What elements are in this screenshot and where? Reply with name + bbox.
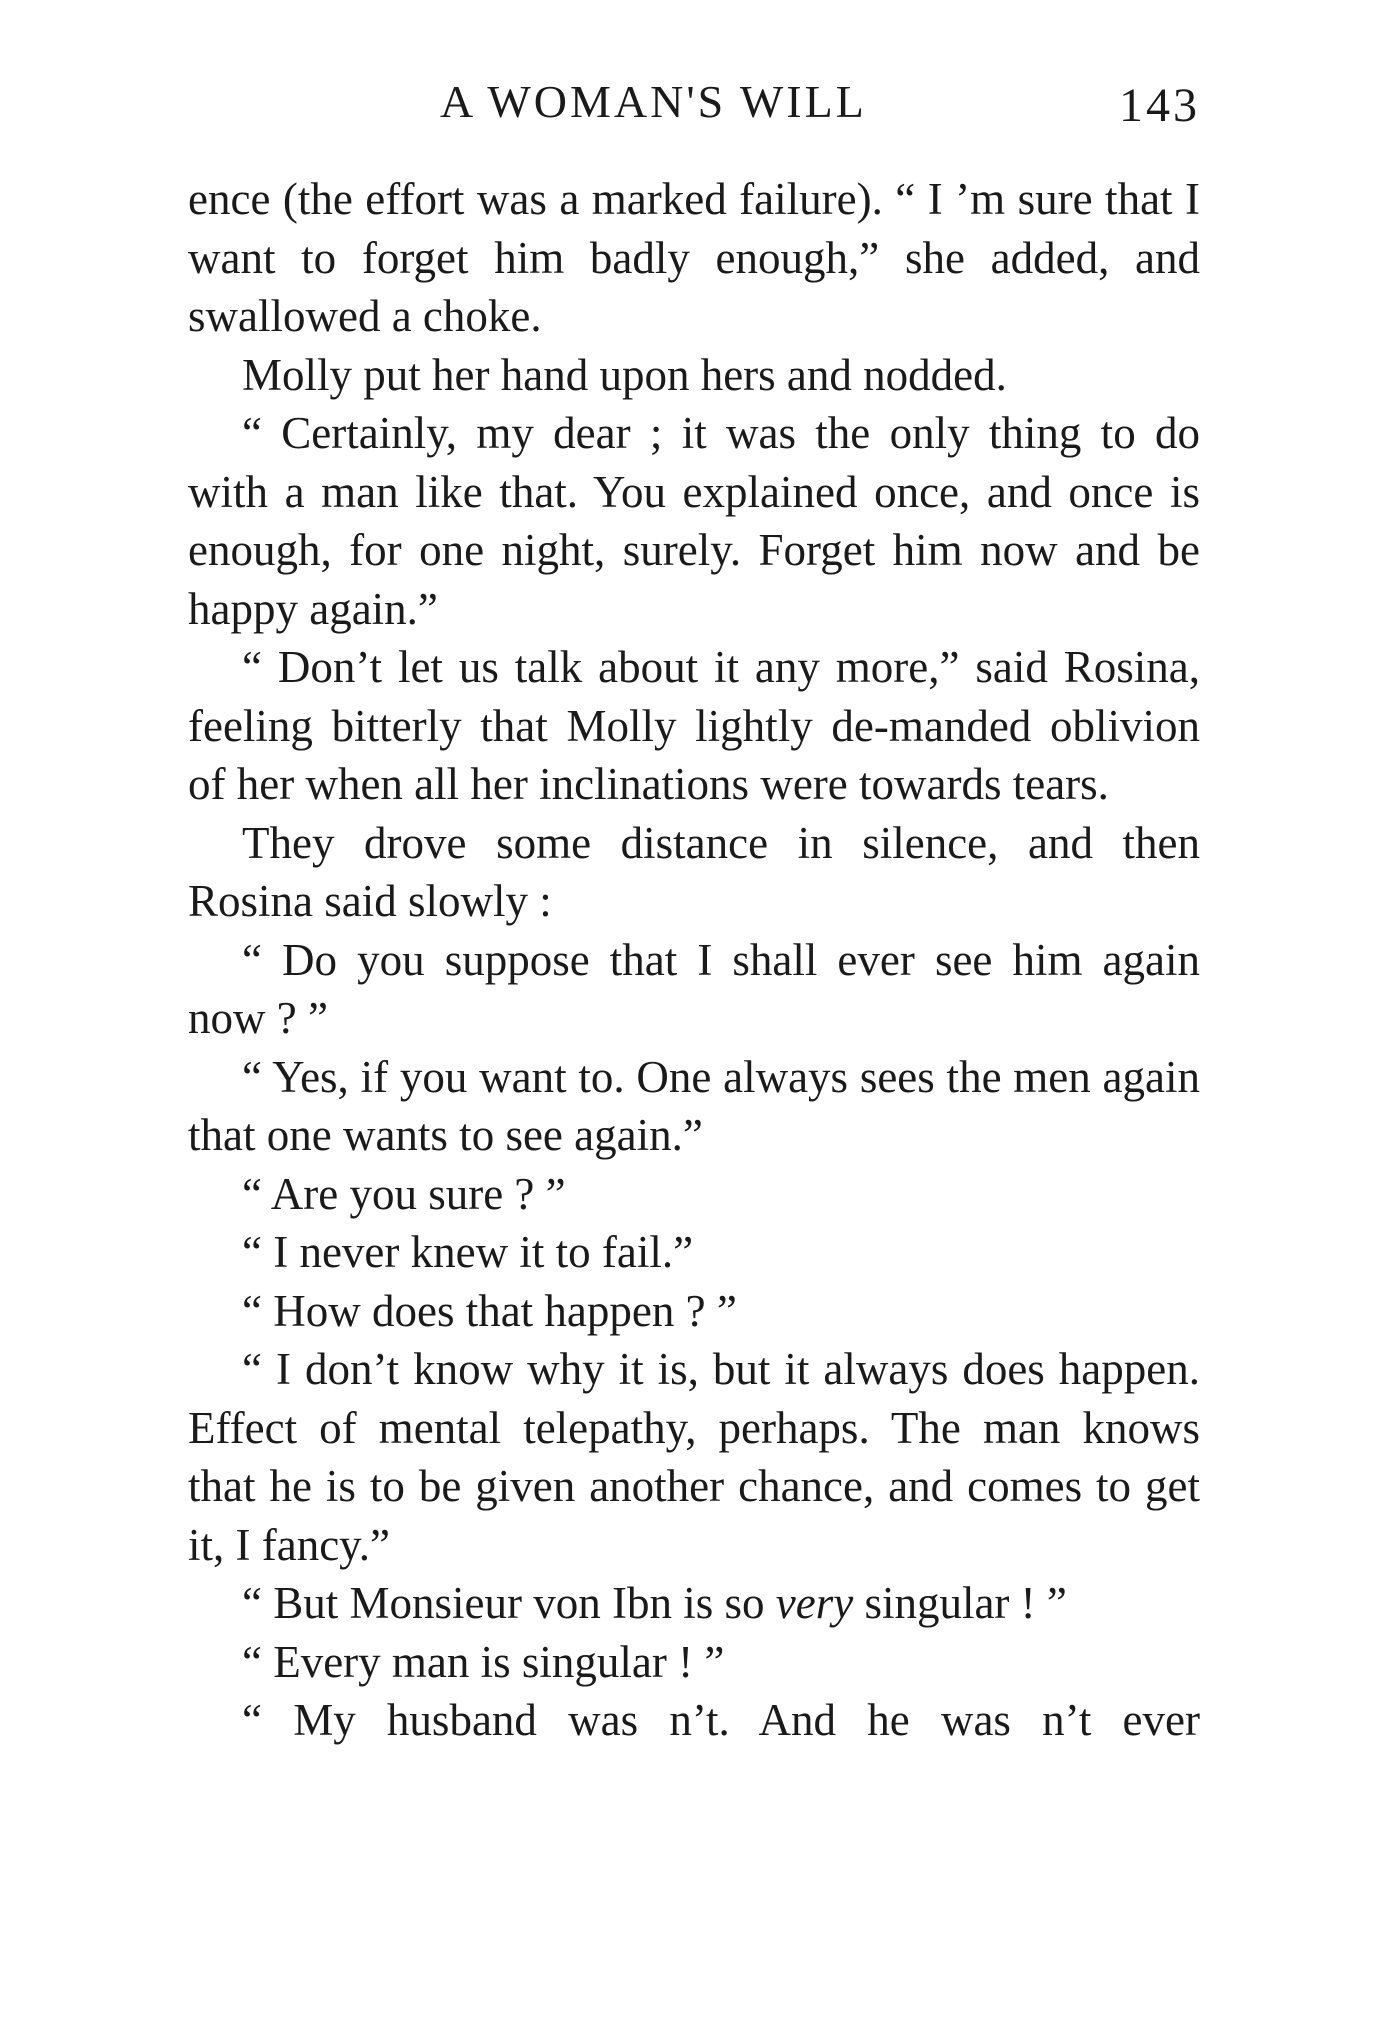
paragraph: ence (the effort was a marked failure). “ I ’m sure that I want to forget him badly enough,” she added, and swallowed a choke. (188, 174, 1200, 341)
paragraph: “ Yes, if you want to. One always sees the men again that one wants to see again.” (188, 1051, 1200, 1160)
paragraph: “ How does that happen ? ” (242, 1285, 737, 1336)
page-number: 143 (1119, 79, 1200, 132)
paragraph-text: “ But Monsieur von Ibn is so (242, 1578, 776, 1628)
paragraph: “ I never knew it to fail.” (242, 1227, 694, 1277)
paragraph: Molly put her hand upon hers and nodded. (242, 349, 1007, 400)
paragraph: “ Certainly, my dear ; it was the only thing to do with a man like that. You explained once, and once is enough, for one night, surely. Forget him now and be happy again.” (188, 408, 1200, 634)
paragraph: “ Every man is singular ! ” (242, 1636, 725, 1687)
paragraph: “ Are you sure ? ” (242, 1168, 566, 1219)
paragraph-text: singular ! ” (853, 1578, 1067, 1628)
page-header (190, 72, 1200, 132)
paragraph (188, 1574, 1200, 1633)
paragraph: “ Don’t let us talk about it any more,” said Rosina, feeling bitterly that Molly lightly de-manded oblivion of her when all her inclinations were towards tears. (188, 642, 1200, 809)
emphasis-text: very (775, 1578, 854, 1628)
paragraph: “ My husband was n’t. And he was n’t ever (242, 1695, 1200, 1745)
paragraph: “ I don’t know why it is, but it always does happen. Effect of mental telepathy, perhaps. The man knows that he is to be given another chance, and comes to get it, I fancy.” (188, 1344, 1200, 1570)
paragraph: They drove some distance in silence, and then Rosina said slowly : (188, 817, 1200, 926)
running-title: A WOMAN'S WILL (440, 76, 867, 127)
body-text (188, 170, 1200, 1750)
paragraph: “ Do you suppose that I shall ever see him again now ? ” (188, 934, 1200, 1043)
